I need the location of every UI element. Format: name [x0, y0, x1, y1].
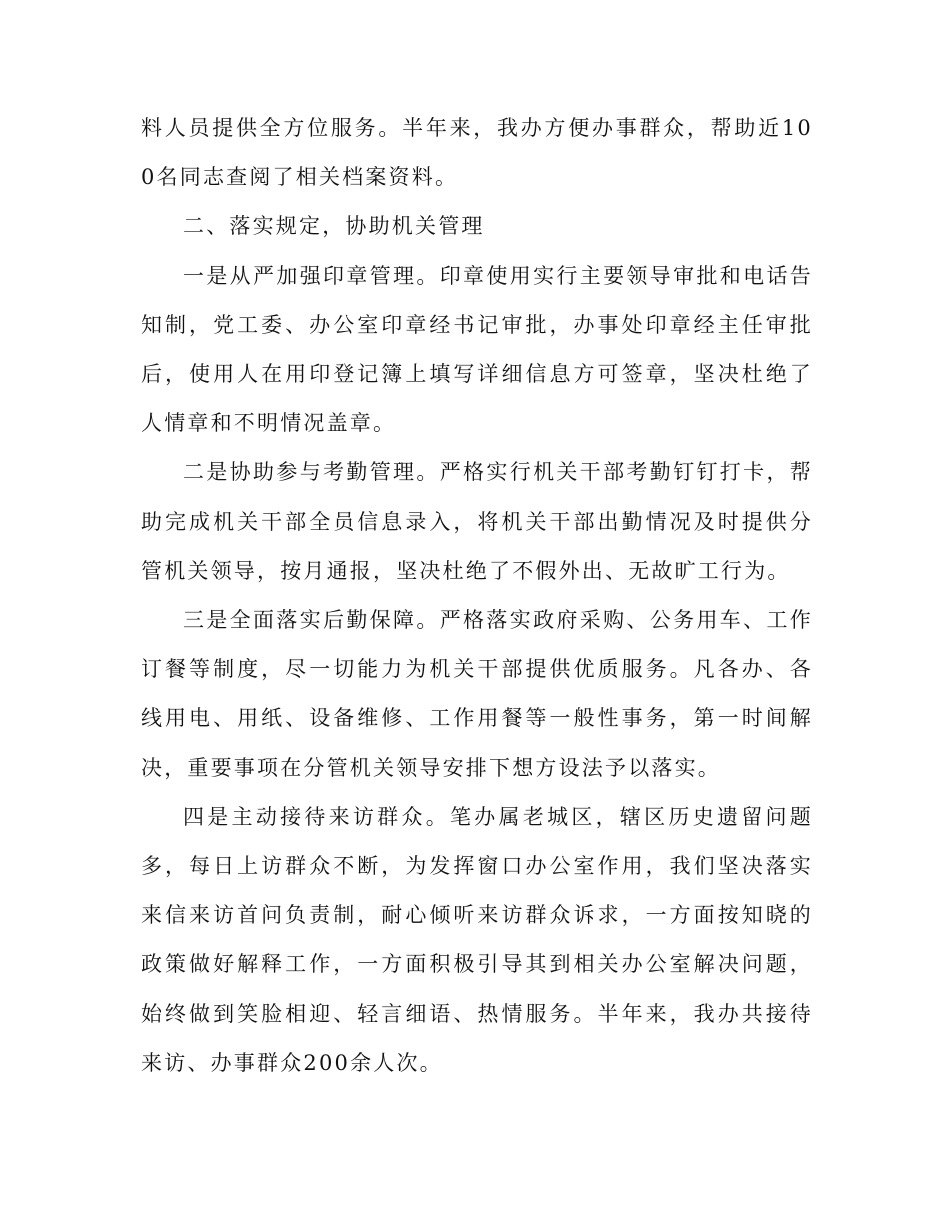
section-heading-implement-regulations: 二、落实规定，协助机关管理	[183, 214, 485, 239]
paragraph-logistics-support: 三是全面落实后勤保障。严格落实政府采购、公务用车、工作订餐等制度，尽一切能力为机关干部提供优质服务。凡各办、各线用电、用纸、设备维修、工作用餐等一般性事务，第一时间解决，重要事项在分管机关领导安排下想方设法予以落实。	[141, 608, 813, 780]
paragraph-attendance-management: 二是协助参与考勤管理。严格实行机关干部考勤钉钉打卡，帮助完成机关干部全员信息录入，将机关干部出勤情况及时提供分管机关领导，按月通报，坚决杜绝了不假外出、无故旷工行为。	[141, 460, 813, 583]
paragraph-seal-management: 一是从严加强印章管理。印章使用实行主要领导审批和电话告知制，党工委、办公室印章经书记审批，办事处印章经主任审批后，使用人在用印登记簿上填写详细信息方可签章，坚决杜绝了人情章和不明情况盖章。	[141, 263, 813, 436]
paragraph-continued-service: 料人员提供全方位服务。半年来，我办方便办事群众，帮助近100名同志查阅了相关档案资料。	[141, 116, 813, 190]
paragraph-visitor-reception: 四是主动接待来访群众。笔办属老城区，辖区历史遗留问题多，每日上访群众不断，为发挥窗口办公室作用，我们坚决落实来信来访首问负责制，耐心倾听来访群众诉求，一方面按知晓的政策做好解释工作，一方面积极引导其到相关办公室解决问题，始终做到笑脸相迎、轻言细语、热情服务。半年来，我办共接待来访、办事群众200余人次。	[141, 804, 813, 1075]
document-body	[141, 104, 813, 1088]
